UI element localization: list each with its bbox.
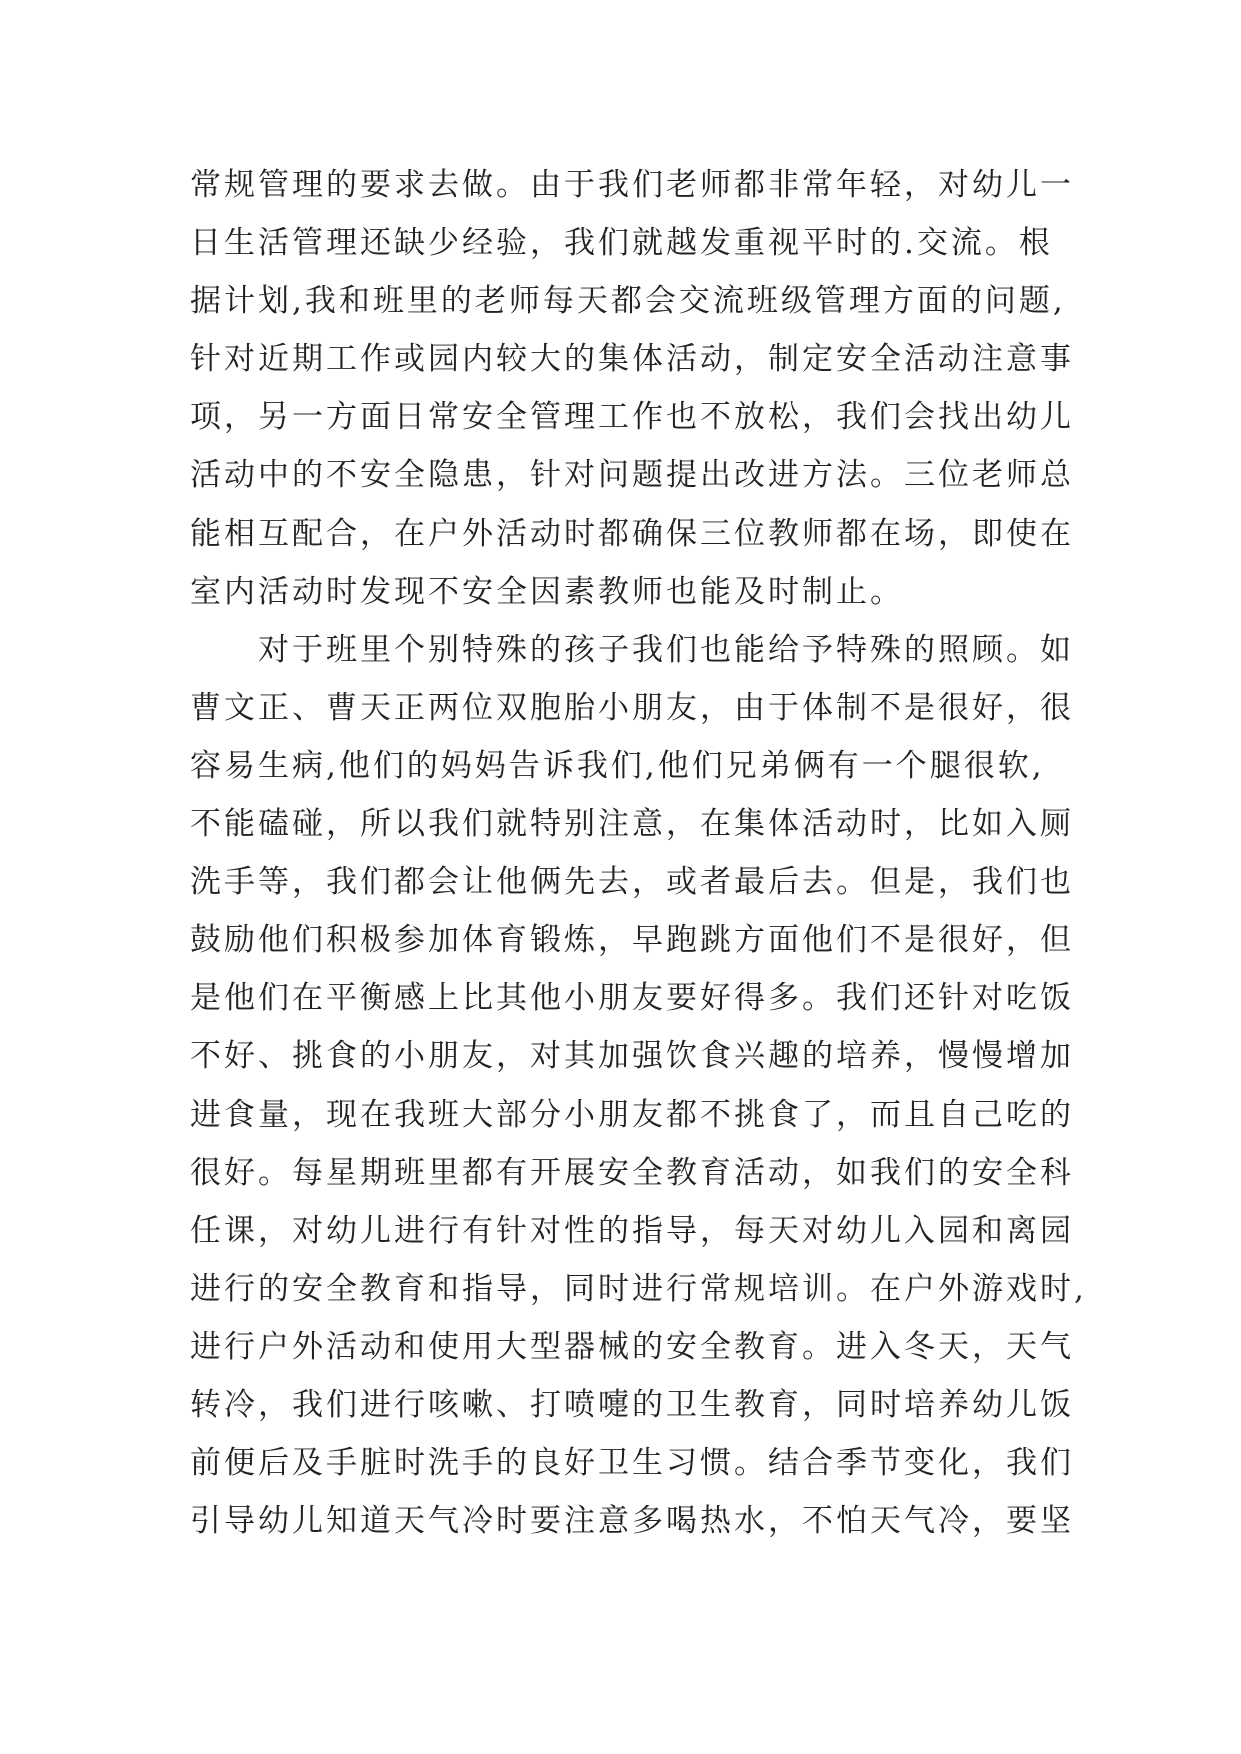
- text-line: 活动中的不安全隐患，针对问题提出改进方法。三位老师总: [190, 457, 1074, 494]
- text-line: 容易生病,他们的妈妈告诉我们,他们兄弟俩有一个腿很软,: [190, 747, 1045, 784]
- text-line: 项，另一方面日常安全管理工作也不放松，我们会找出幼儿: [190, 399, 1074, 436]
- text-line: 能相互配合，在户外活动时都确保三位教师都在场，即使在: [190, 515, 1074, 552]
- text-line: 引导幼儿知道天气冷时要注意多喝热水，不怕天气冷，要坚: [190, 1503, 1074, 1540]
- text-line: 曹文正、曹天正两位双胞胎小朋友，由于体制不是很好，很: [190, 689, 1074, 726]
- text-line: 很好。每星期班里都有开展安全教育活动，如我们的安全科: [190, 1154, 1074, 1191]
- text-line: 进行的安全教育和指导，同时进行常规培训。在户外游戏时,: [190, 1270, 1087, 1307]
- text-line: 不好、挑食的小朋友，对其加强饮食兴趣的培养，慢慢增加: [190, 1038, 1074, 1075]
- text-line: 是他们在平衡感上比其他小朋友要好得多。我们还针对吃饭: [190, 980, 1074, 1017]
- text-line: 据计划,我和班里的老师每天都会交流班级管理方面的问题,: [190, 283, 1066, 320]
- text-line: 鼓励他们积极参加体育锻炼，早跑跳方面他们不是很好，但: [190, 922, 1074, 959]
- text-line: 不能磕碰，所以我们就特别注意，在集体活动时，比如入厕: [190, 806, 1074, 843]
- text-line: 日生活管理还缺少经验，我们就越发重视平时的.交流。根: [190, 225, 1053, 262]
- text-line: 针对近期工作或园内较大的集体活动，制定安全活动注意事: [190, 341, 1074, 378]
- body-text: [190, 156, 1090, 1550]
- text-line: 室内活动时发现不安全因素教师也能及时制止。: [190, 573, 904, 610]
- text-line: 常规管理的要求去做。由于我们老师都非常年轻，对幼儿一: [190, 167, 1074, 203]
- paragraph-start-line: 对于班里个别特殊的孩子我们也能给予特殊的照顾。如: [190, 631, 1074, 668]
- text-line: 进行户外活动和使用大型器械的安全教育。进入冬天，天气: [190, 1328, 1074, 1365]
- text-line: 任课，对幼儿进行有针对性的指导，每天对幼儿入园和离园: [190, 1212, 1074, 1249]
- text-line: 洗手等，我们都会让他俩先去，或者最后去。但是，我们也: [190, 864, 1074, 901]
- text-line: 前便后及手脏时洗手的良好卫生习惯。结合季节变化，我们: [190, 1445, 1074, 1482]
- text-line: 转冷，我们进行咳嗽、打喷嚏的卫生教育，同时培养幼儿饭: [190, 1386, 1074, 1423]
- text-line: 进食量，现在我班大部分小朋友都不挑食了，而且自己吃的: [190, 1096, 1074, 1133]
